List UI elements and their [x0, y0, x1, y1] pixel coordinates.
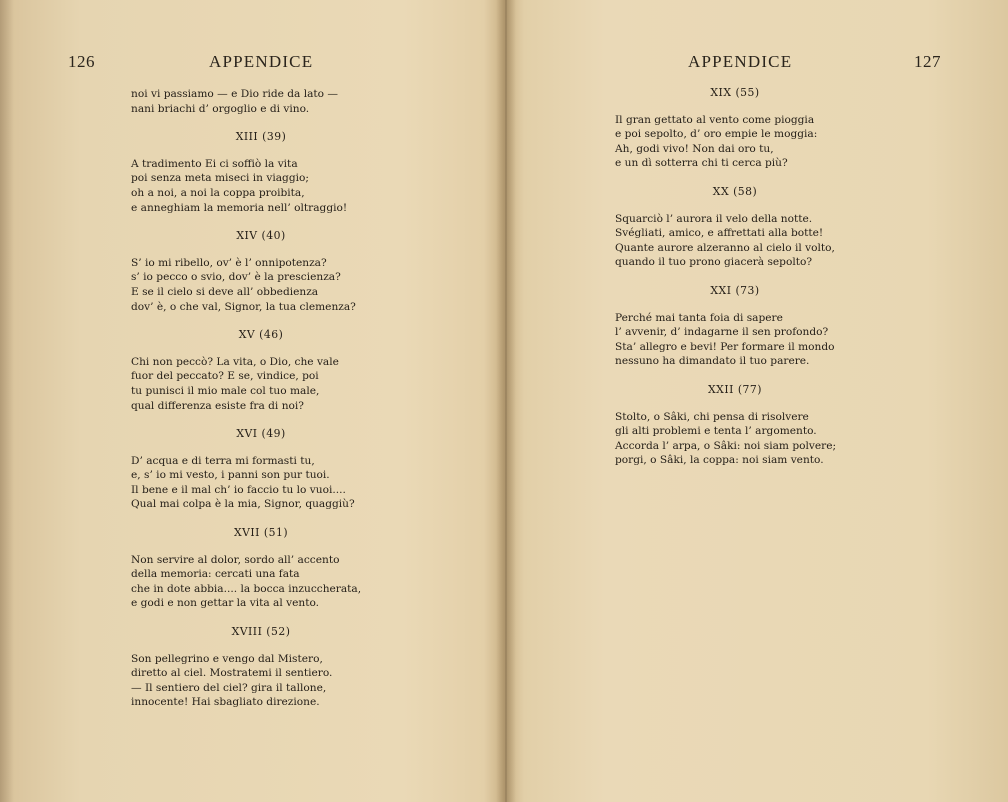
verse-line: Non servire al dolor, sordo all’ accento — [131, 553, 340, 566]
poem-heading: XVII (51) — [233, 526, 289, 540]
verse-line: Perché mai tanta foia di sapere — [615, 311, 783, 324]
poem-xviii — [131, 625, 391, 710]
verse-line: dov’ è, o che val, Signor, la tua clemenza? — [131, 300, 356, 313]
verse-line: s’ io pecco o svio, dov’ è la prescienza? — [131, 271, 341, 284]
poem-xiv — [131, 229, 391, 314]
poem-xx — [615, 185, 855, 270]
verse-line: l’ avvenir, d’ indagarne il sen profondo? — [615, 326, 829, 339]
verse-line: Son pellegrino e vengo dal Mistero, — [131, 652, 323, 665]
verse-line: Stolto, o Sâki, chi pensa di risolvere — [615, 410, 809, 423]
poem-xiii — [131, 130, 391, 215]
poem-heading: XX (58) — [712, 184, 758, 198]
poem-xix — [615, 86, 855, 171]
verse-line: fuor del peccato? E se, vindice, poi — [131, 370, 319, 383]
verse-line: D’ acqua e di terra mi formasti tu, — [131, 454, 315, 467]
verse-line: Accorda l’ arpa, o Sâki: noi siam polvere; — [615, 439, 837, 452]
verse-line: gli alti problemi e tenta l’ argomento. — [615, 425, 817, 438]
verse-line: e poi sepolto, d’ oro empie le moggia: — [615, 128, 818, 141]
poem-heading: XIV (40) — [236, 229, 286, 243]
verse-line: innocente! Hai sbagliato direzione. — [131, 696, 320, 709]
poem-heading: XXI (73) — [710, 283, 760, 297]
verse-line: S’ io mi ribello, ov’ è l’ onnipotenza? — [131, 256, 327, 269]
verse-line: Il gran gettato al vento come pioggia — [615, 113, 815, 126]
verse-line: A tradimento Ei ci soffiò la vita — [131, 157, 298, 170]
verse-line: Sta’ allegro e bevi! Per formare il mondo — [615, 340, 835, 353]
intro-stanza — [131, 87, 391, 116]
verse-line: e anneghiam la memoria nell’ oltraggio! — [131, 201, 348, 214]
verse-line: Ah, godi vivo! Non dai oro tu, — [615, 142, 774, 155]
page-number: 126 — [68, 52, 95, 71]
poem-xvii — [131, 526, 391, 611]
verse-line: Quante aurore alzeranno al cielo il volto, — [615, 241, 835, 254]
verse-line: e un dì sotterra chi ti cerca più? — [615, 157, 788, 170]
verse-line: Chi non peccò? La vita, o Dio, che vale — [131, 355, 339, 368]
poem-xxii — [615, 383, 855, 468]
verse-line: noi vi passiamo — e Dio ride da lato — — [131, 88, 339, 100]
verse-line: oh a noi, a noi la coppa proibita, — [131, 186, 305, 199]
verse-line: e, s’ io mi vesto, i panni son pur tuoi. — [131, 469, 330, 482]
running-header: APPENDICE — [209, 52, 314, 71]
poem-xxi — [615, 284, 855, 369]
verse-line: Svégliati, amico, e affrettati alla botte! — [615, 227, 824, 240]
verse-line: Squarciò l’ aurora il velo della notte. — [615, 212, 813, 225]
verse-line: Il bene e il mal ch’ io faccio tu lo vuoi.... — [131, 483, 346, 496]
verse-line: nani briachi d’ orgoglio e di vino. — [131, 102, 310, 115]
verse-line: poi senza meta miseci in viaggio; — [131, 172, 309, 185]
verse-line: e godi e non gettar la vita al vento. — [131, 597, 320, 610]
poem-heading: XVIII (52) — [231, 625, 291, 639]
verse-line: della memoria: cercati una fata — [131, 568, 300, 581]
verse-line: diretto al ciel. Mostratemi il sentiero. — [131, 667, 333, 680]
verse-line: che in dote abbia.... la bocca inzuccherata, — [131, 582, 362, 595]
left-text-block — [131, 87, 391, 710]
verse-line: quando il tuo prono giacerà sepolto? — [615, 256, 813, 269]
running-header: APPENDICE — [688, 52, 793, 71]
right-text-block — [615, 72, 855, 468]
verse-line: porgi, o Sâki, la coppa: noi siam vento. — [615, 454, 824, 467]
page-number: 127 — [914, 52, 941, 71]
poem-heading: XXII (77) — [708, 382, 762, 396]
verse-line: E se il cielo si deve all’ obbedienza — [131, 285, 319, 298]
verse-line: qual differenza esiste fra di noi? — [131, 399, 304, 412]
verse-line: tu punisci il mio male col tuo male, — [131, 384, 320, 397]
verse-line: — Il sentiero del ciel? gira il tallone, — [131, 681, 327, 694]
poem-xv — [131, 328, 391, 413]
verse-line: nessuno ha dimandato il tuo parere. — [615, 355, 810, 368]
poem-heading: XIX (55) — [710, 86, 760, 99]
verse-line: Qual mai colpa è la mia, Signor, quaggiù? — [131, 498, 355, 511]
poem-heading: XVI (49) — [236, 427, 286, 441]
right-page — [508, 0, 1008, 802]
poem-heading: XIII (39) — [235, 130, 287, 144]
poem-xvi — [131, 427, 391, 512]
poem-heading: XV (46) — [238, 328, 284, 342]
